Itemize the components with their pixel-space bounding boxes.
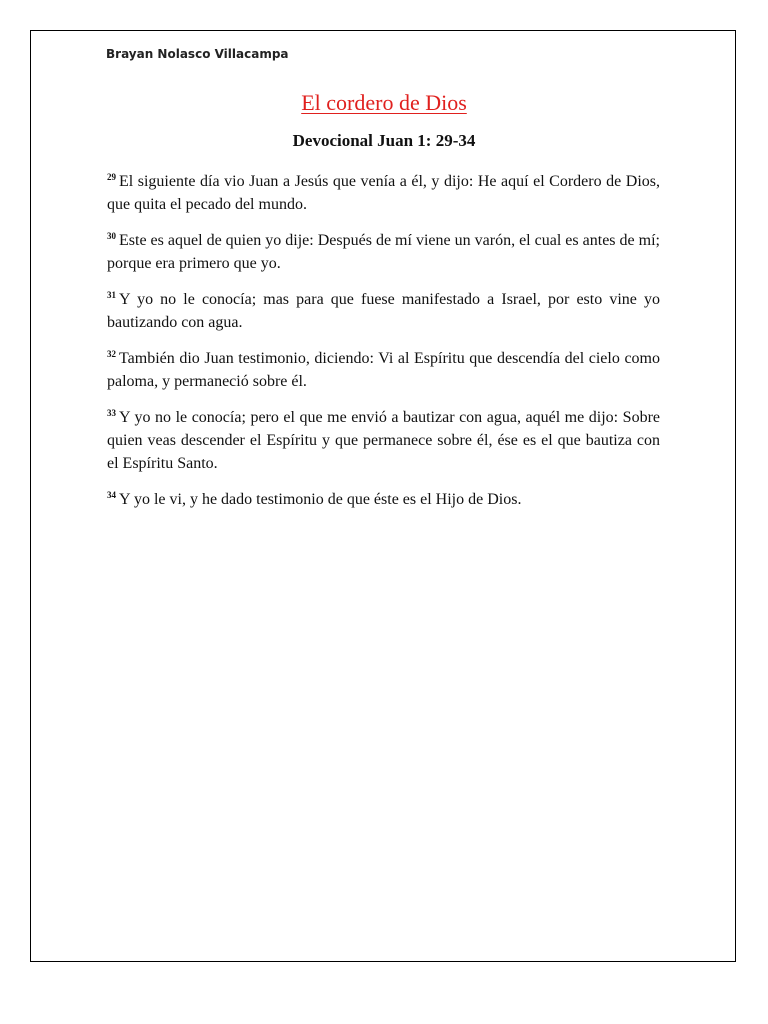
verse-34 [107,484,660,511]
verse-number: 31 [107,290,116,300]
verse-number: 32 [107,349,116,359]
verse-text: Y yo no le conocía; mas para que fuese manifestado a Israel, por esto vine yo bautizando con agua. [107,291,660,331]
verse-33 [107,402,660,475]
verse-text: Este es aquel de quien yo dije: Después de mí viene un varón, el cual es antes de mí; porque era primero que yo. [107,232,660,272]
verse-30 [107,225,660,275]
document-title: El cordero de Dios [301,90,467,115]
verse-31 [107,284,660,334]
verse-number: 29 [107,172,116,182]
verse-number: 33 [107,408,116,418]
author-name: Brayan Nolasco Villacampa [106,47,289,61]
verse-32 [107,343,660,393]
verse-text: Y yo no le conocía; pero el que me envió a bautizar con agua, aquél me dijo: Sobre quien veas descender el Espíritu y que permanece sobre él, ése es el que bautiza con el Espíritu Santo. [107,409,660,472]
verse-text: También dio Juan testimonio, diciendo: Vi al Espíritu que descendía del cielo como paloma, y permaneció sobre él. [107,350,660,390]
verse-29 [107,166,660,216]
verse-list [107,166,660,520]
verse-text: Y yo le vi, y he dado testimonio de que éste es el Hijo de Dios. [119,491,522,508]
verse-number: 34 [107,490,116,500]
verse-text: El siguiente día vio Juan a Jesús que venía a él, y dijo: He aquí el Cordero de Dios, que quita el pecado del mundo. [107,173,660,213]
document-subtitle: Devocional Juan 1: 29-34 [292,131,476,150]
verse-number: 30 [107,231,116,241]
